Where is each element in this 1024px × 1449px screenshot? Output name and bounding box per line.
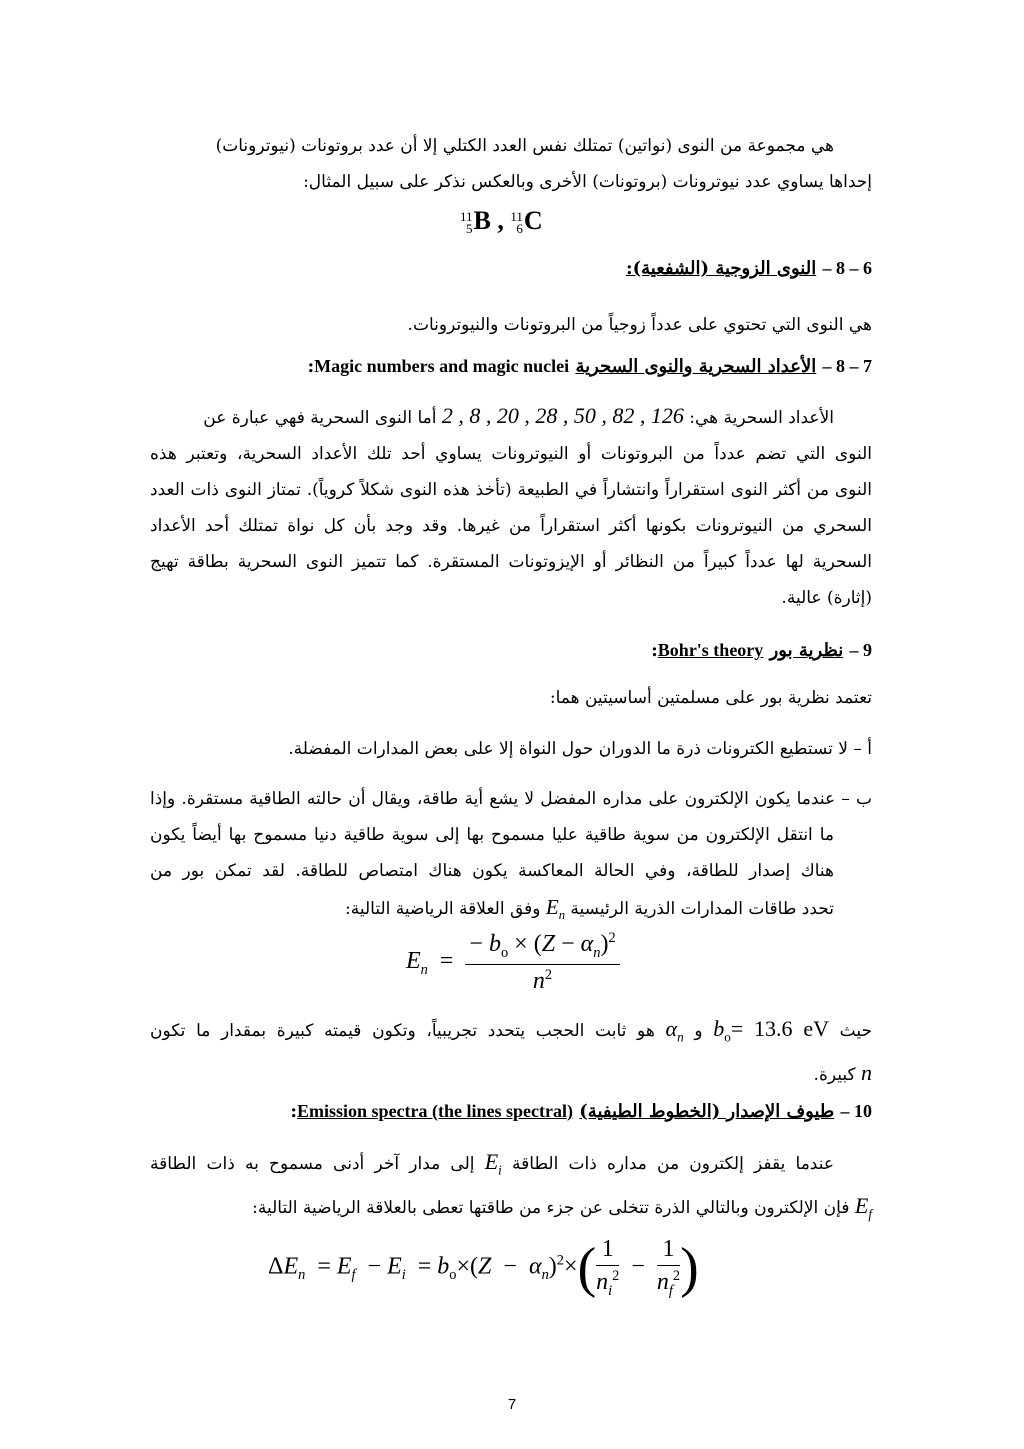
section-8-7-line-4: السحري من النيوترونات بكونها أكثر استقراراً من غيرها. وقد وجد بأن كل نواة تمتلك أحد الأعداد xyxy=(150,516,872,536)
carbon-mass-number: 11 xyxy=(510,209,523,225)
section-9-title-en: Bohr's theory xyxy=(657,640,764,660)
bohr-where-paragraph xyxy=(150,1011,872,1093)
section-8-7-heading xyxy=(308,356,873,377)
where-word: حيث xyxy=(839,1021,872,1041)
magic-numbers-continuation: أما النوى السحرية فهي عبارة عن xyxy=(203,408,437,428)
section-10-line-1-part-b: إلى مدار آخر أدنى مسموح به ذات الطاقة xyxy=(150,1154,475,1174)
and-word: و xyxy=(694,1021,703,1041)
carbon-nuclide-numbers xyxy=(510,211,523,235)
magic-numbers-line xyxy=(150,398,872,436)
screening-constant-text: هو ثابت الحجب يتحدد تجريبياً، وتكون قيمته كبيرة بمقدار ما تكون xyxy=(150,1021,655,1041)
section-9-title-ar: نظرية بور xyxy=(769,640,844,661)
section-8-7-title-ar: الأعداد السحرية والنوى السحرية xyxy=(575,356,817,377)
document-page xyxy=(150,0,872,1449)
page-number: 7 xyxy=(507,1396,517,1413)
section-8-6-text: هي النوى التي تحتوي على عدداً زوجياً من البروتونات والنيوترونات. xyxy=(407,315,872,335)
section-9-intro xyxy=(150,680,872,716)
boron-mass-number: 11 xyxy=(460,209,473,225)
bohr-postulate-b xyxy=(150,781,872,933)
emission-energy-equation: $\Delta E_n = E_f - E_i = b_o\times(Z - \alpha_n)^2\times$( $\frac{1}{n_i^2}$ − $\frac{1}{n_f^2}$ ) xyxy=(268,1236,699,1299)
section-10-body xyxy=(150,1144,872,1233)
carbon-symbol: C xyxy=(523,206,543,235)
bohr-postulate-b-line-1: ب – عندما يكون الإلكترون على مداره المفضل لا يشع أية طاقة، ويقال أن حالته الطاقية مستقرة. وإذا xyxy=(150,789,872,809)
section-8-6-title: النوى الزوجية (الشفعية): xyxy=(625,258,817,279)
b-constant: $b_o= 13.6$ eV xyxy=(713,1016,829,1045)
section-10-heading xyxy=(290,1101,872,1122)
bohr-postulate-b-line-2: ما انتقل الإلكترون من سوية طاقية عليا مسموح بها إلى سوية طاقية دنيا مسموح بها أيضاً يكون xyxy=(150,825,834,845)
section-8-7-body xyxy=(150,398,872,616)
section-8-7-title-en: Magic numbers and magic nuclei xyxy=(314,356,570,376)
bohr-line-4-part-a: تحدد طاقات المدارات الذرية الرئيسية xyxy=(570,899,834,919)
section-10-number: 10 – xyxy=(840,1101,872,1121)
section-10-title-en: Emission spectra (the lines spectral) xyxy=(297,1101,573,1121)
boron-symbol: B xyxy=(473,206,491,235)
bohr-postulate-b-line-3: هناك إصدار للطاقة، وفي الحالة المعاكسة يكون هناك امتصاص للطاقة. لقد تمكن بور من xyxy=(150,861,834,881)
section-8-7-line-3: النوى من أكثر النوى استقراراً وانتشاراً في الطبيعة (تأخذ هذه النوى شكلاً كروياً). تمتاز النوى ذات العدد xyxy=(150,480,872,500)
section-9-heading xyxy=(651,640,872,661)
section-9-colon: : xyxy=(651,640,658,661)
section-9-number: 9 – xyxy=(849,640,872,660)
final-energy-symbol: $E_f$ xyxy=(854,1193,872,1222)
large-word: كبيرة. xyxy=(813,1065,856,1086)
section-8-7-number: 7 – 8 – xyxy=(822,356,872,376)
bohr-where-line-2 xyxy=(150,1055,872,1093)
nuclide-separator: , xyxy=(497,206,504,235)
n-symbol: n xyxy=(861,1060,872,1086)
bohr-postulate-a-text: أ – لا تستطيع الكترونات ذرة ما الدوران حول النواة إلا على بعض المدارات المفضلة. xyxy=(288,739,872,759)
magic-numbers-list: 2 , 8 , 20 , 28 , 50 , 82 , 126 xyxy=(441,403,684,428)
boron-nuclide-numbers xyxy=(460,211,473,235)
initial-energy-symbol: $E_i$ xyxy=(484,1149,502,1178)
isobar-example xyxy=(460,206,543,236)
section-8-7-line-2: النوى التي تضم عدداً من البروتونات أو النيوترونات يساوي أحد تلك الأعداد السحرية، وتعتبر هذه xyxy=(150,444,872,464)
boron-atomic-number: 5 xyxy=(466,221,473,237)
isobar-line-1: هي مجموعة من النوى (نواتين) تمتلك نفس العدد الكتلي إلا أن عدد بروتونات (نيوترونات) xyxy=(215,136,834,156)
section-8-6-number: 6 – 8 – xyxy=(822,258,872,278)
bohr-where-line-1 xyxy=(150,1011,872,1055)
alpha-symbol: $\alpha_n$ xyxy=(665,1016,684,1045)
bohr-intro-text: تعتمد نظرية بور على مسلمتين أساسيتين هما: xyxy=(549,688,872,708)
b-constant-value: = 13.6 eV xyxy=(730,1016,829,1041)
bohr-postulate-b-line-4 xyxy=(150,889,872,933)
carbon-atomic-number: 6 xyxy=(516,221,523,237)
section-10-line-1 xyxy=(150,1144,872,1188)
isobar-paragraph xyxy=(150,128,872,200)
section-8-6-body xyxy=(150,307,872,343)
bohr-equation-fraction: $\frac{- b_o \times (Z - \alpha_n)^2}{n^2}$ xyxy=(465,930,619,995)
bohr-postulate-a xyxy=(150,731,872,767)
section-10-colon: : xyxy=(290,1101,298,1122)
section-8-7-colon: : xyxy=(307,356,315,377)
section-10-line-2-text: فإن الإلكترون وبالتالي الذرة تتخلى عن جزء من طاقتها تعطى بالعلاقة الرياضية التالية: xyxy=(252,1198,850,1219)
energy-symbol-en: $E_n$ xyxy=(545,895,565,923)
section-8-6-heading xyxy=(626,258,872,279)
section-8-7-line-6: (إثارة) عالية. xyxy=(781,588,872,608)
section-8-7-line-5: السحرية لها عدداً كبيراً من النظائر أو الإيزوتونات المستقرة. كما تتميز النوى السحرية بطاقة تهيج xyxy=(150,552,872,572)
bohr-energy-equation: $E_n$ = $\frac{- b_o \times (Z - \alpha_n)^2}{n^2}$ xyxy=(406,930,620,995)
section-10-line-2 xyxy=(150,1188,872,1232)
isobar-line-2: إحداها يساوي عدد نيوترونات (بروتونات) الأخرى وبالعكس نذكر على سبيل المثال: xyxy=(303,172,872,192)
magic-numbers-intro: الأعداد السحرية هي: xyxy=(689,408,834,428)
section-10-title-ar: طيوف الإصدار (الخطوط الطيفية) xyxy=(579,1101,835,1122)
bohr-line-4-part-b: وفق العلاقة الرياضية التالية: xyxy=(345,899,541,919)
section-10-line-1-part-a: عندما يقفز إلكترون من مداره ذات الطاقة xyxy=(512,1154,834,1174)
